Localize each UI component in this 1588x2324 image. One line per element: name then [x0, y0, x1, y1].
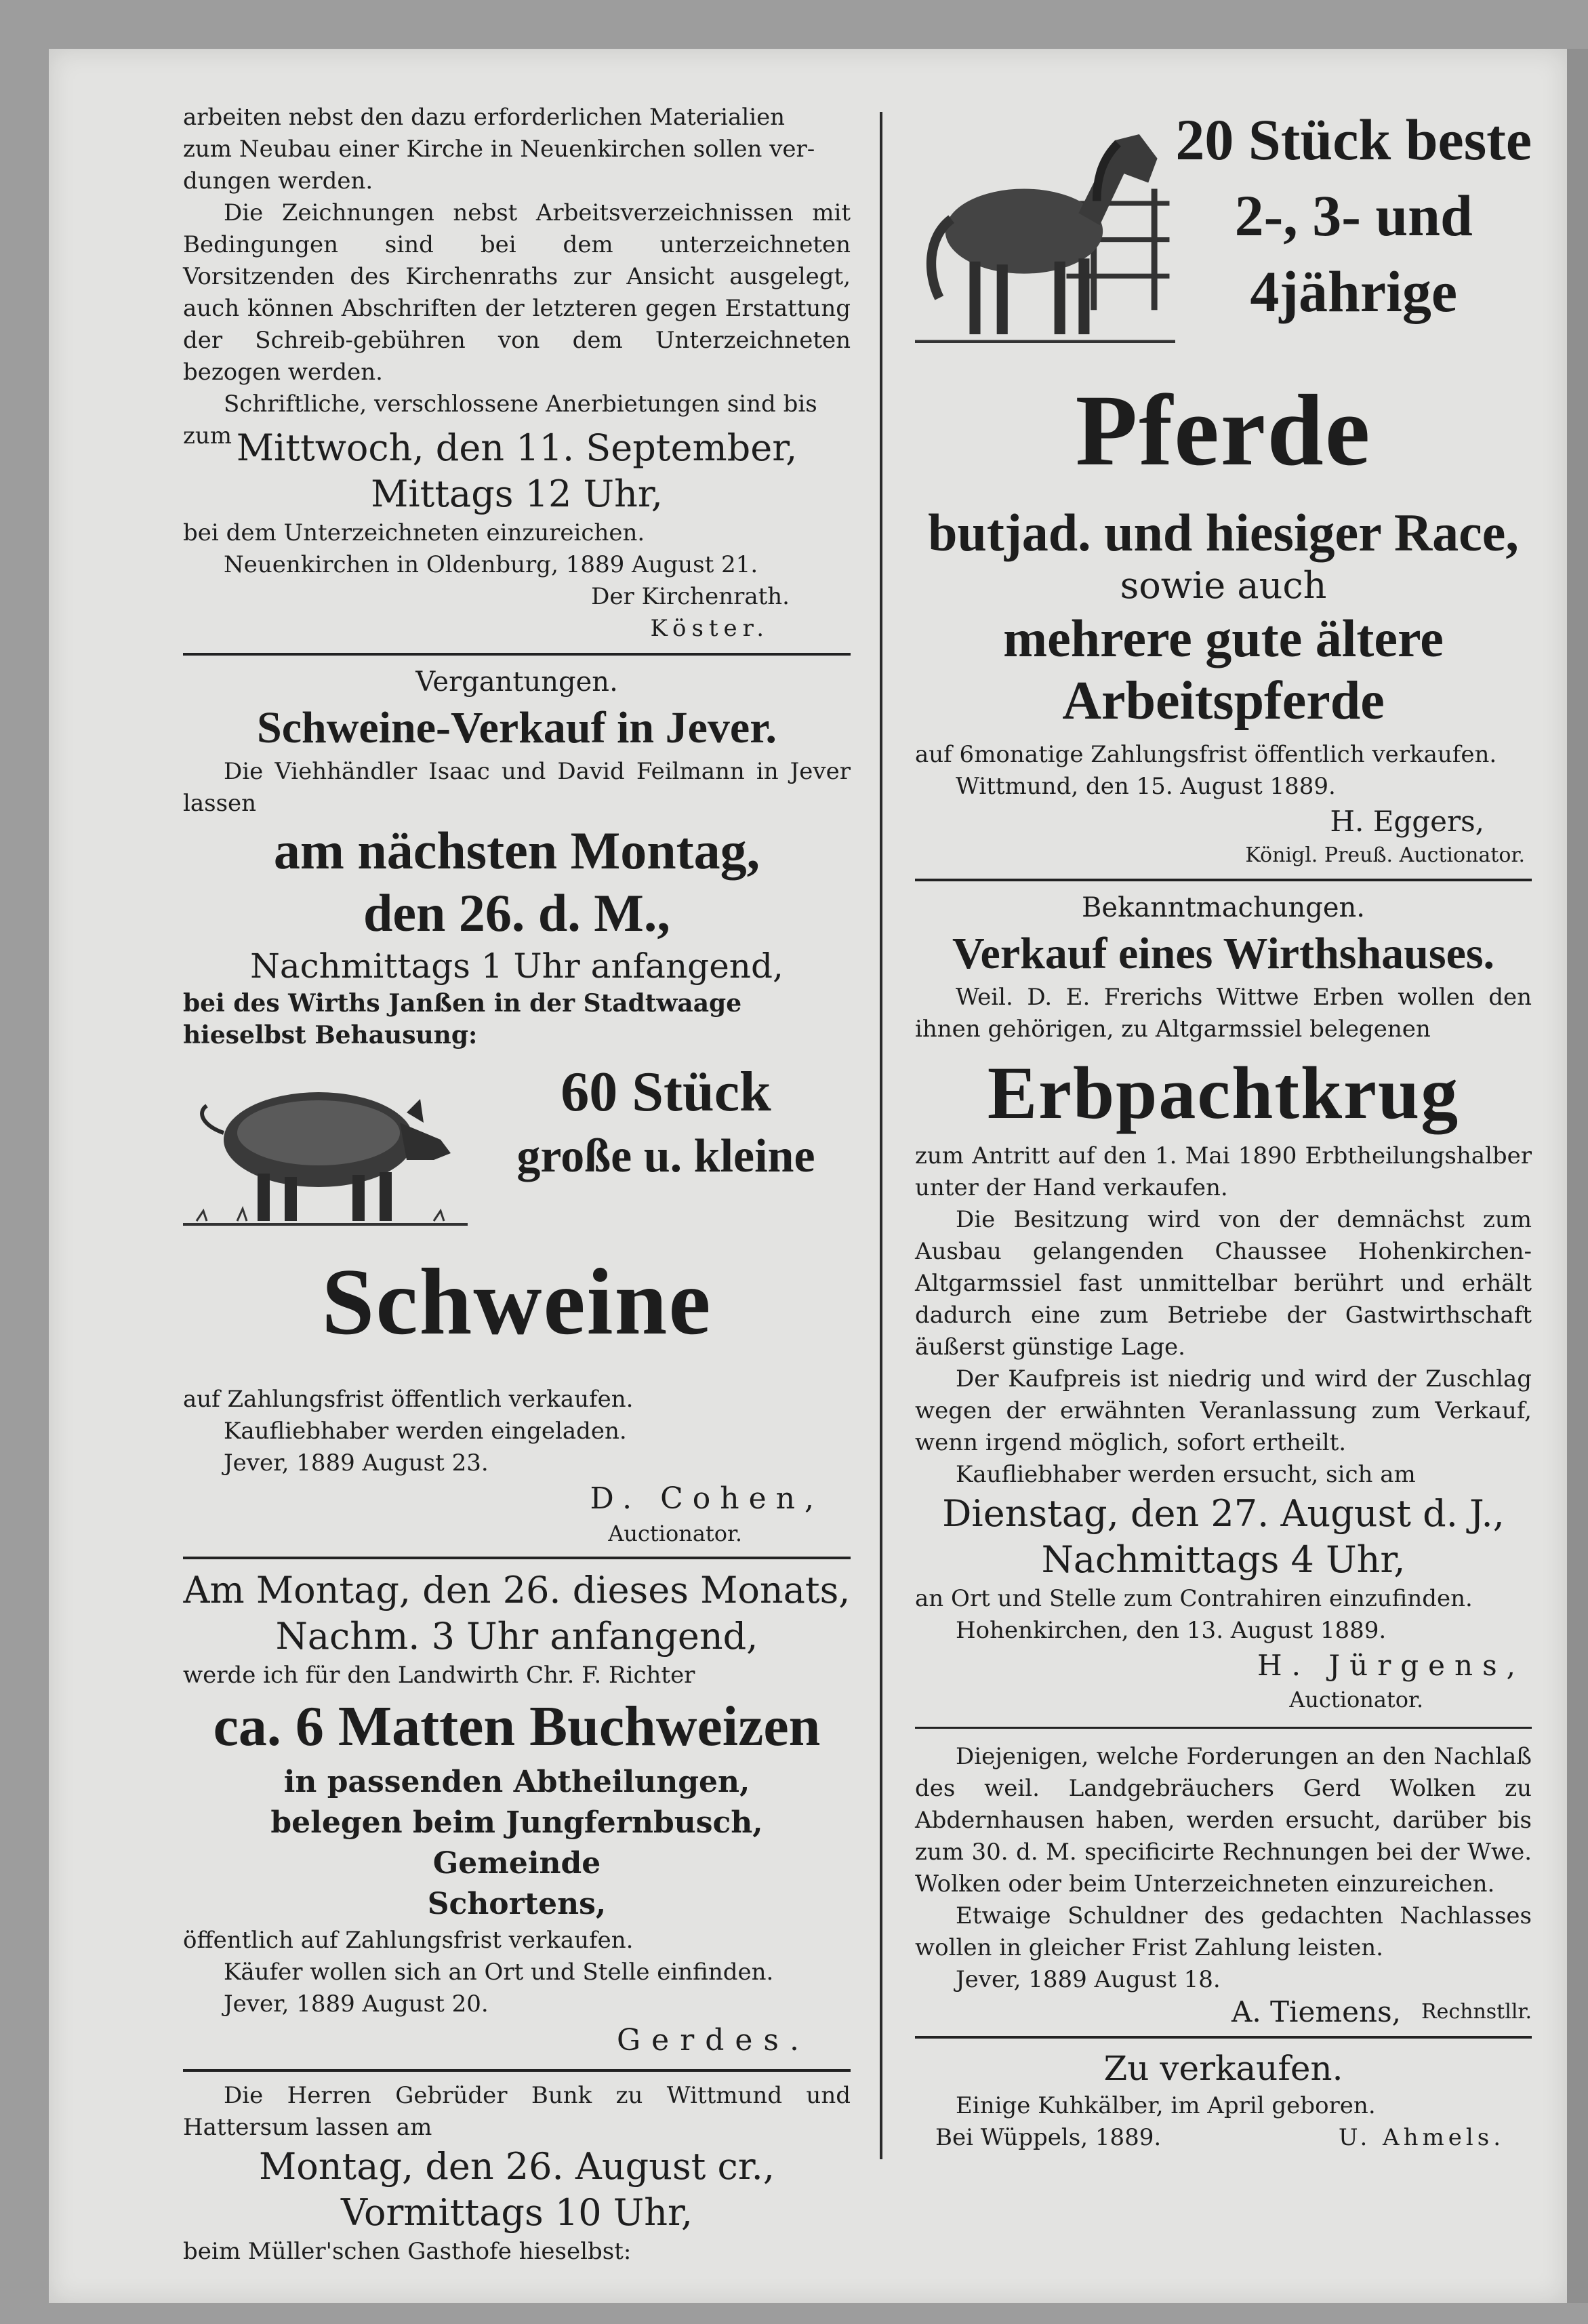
notice-signature: U. Ahmels. — [1338, 2124, 1505, 2151]
divider — [183, 653, 851, 656]
ad-detail: belegen beim Jungfernbusch, Gemeinde — [270, 1805, 763, 1881]
notice-paragraph: zum Antritt auf den 1. Mai 1890 Erbtheilungshalber unter der Hand verkaufen. — [915, 1142, 1532, 1201]
bunk-sale-ad — [183, 2080, 851, 2268]
ad-headline: Schweine-Verkauf in Jever. — [257, 703, 777, 753]
ad-signature: D. Cohen, — [590, 1481, 823, 1516]
pig-illustration — [183, 1058, 468, 1235]
ad-intro: werde ich für den Landwirth Chr. F. Richter — [183, 1662, 695, 1689]
notice-place: Neuenkirchen in Oldenburg, 1889 August 21. — [224, 551, 758, 578]
ad-location: beim Müller'schen Gasthofe hieselbst: — [183, 2238, 632, 2265]
estate-claims-notice — [915, 1741, 1532, 2028]
notice-date: Mittwoch, den 11. September, — [236, 426, 798, 469]
ad-terms: auf Zahlungsfrist öffentlich verkaufen. — [183, 1386, 634, 1413]
notice-role: Auctionator. — [1289, 1687, 1423, 1712]
horse-also: sowie auch — [1120, 564, 1327, 607]
notice-headline: Verkauf eines Wirthshauses. — [952, 929, 1495, 978]
notice-paragraph: Schriftliche, verschlossene Anerbietungen sind bis — [224, 390, 817, 418]
notice-location: an Ort und Stelle zum Contrahiren einzufinden. — [915, 1585, 1473, 1612]
horse-workhorses: Arbeitspferde — [1062, 671, 1385, 731]
ad-time: Nachmittags 1 Uhr anfangend, — [250, 946, 783, 986]
notice-paragraph: Die Zeichnungen nebst Arbeitsverzeichnissen mit Bedingungen sind bei dem unterzeichneten Vorsitzenden des Kirchenraths zur Ansicht ausgelegt, auch können Abschriften der letzteren gegen Erstattung der Schreib-gebühren von dem Unterzeichneten bezogen werden. — [183, 199, 851, 386]
notice-text: Einige Kuhkälber, im April geboren. — [956, 2092, 1376, 2119]
column-divider — [880, 112, 882, 2159]
notice-paragraph: Der Kaufpreis ist niedrig und wird der Zuschlag wegen der erwähnten Veranlassung zum Verkauf, wenn irgend möglich, sofort ertheilt. — [915, 1365, 1532, 1456]
ad-intro: Die Herren Gebrüder Bunk zu Wittmund und Hattersum lassen am — [183, 2082, 851, 2141]
section-title: Vergantungen. — [415, 666, 618, 698]
ad-buyers: Käufer wollen sich an Ort und Stelle einfinden. — [224, 1959, 774, 1986]
right-column — [915, 102, 1532, 2154]
horse-illustration — [915, 102, 1175, 373]
notice-line: dungen werden. — [183, 167, 373, 195]
calves-sale-notice — [915, 2047, 1532, 2154]
notice-paragraph: Diejenigen, welche Forderungen an den Nachlaß des weil. Landgebräuchers Gerd Wolken zu Abdernhausen haben, werden ersucht, darüber bis zum 30. d. M. specificirte Rechnungen bei der Wwe. Wolken oder beim Unterzeichneten einzureichen. — [915, 1743, 1532, 1898]
horse-ages: 2-, 3- und — [1234, 183, 1473, 248]
inn-sale-notice — [915, 926, 1532, 1715]
pig-sale-ad — [183, 700, 851, 1548]
notice-signature: A. Tiemens, — [1231, 1995, 1401, 2028]
notice-signature: H. Jürgens, — [1257, 1649, 1525, 1682]
notice-line: arbeiten nebst den dazu erforderlichen Materialien — [183, 104, 786, 131]
notice-big: Erbpachtkrug — [987, 1051, 1460, 1134]
church-tender-notice — [183, 102, 851, 645]
pig-count: 60 Stück — [561, 1060, 771, 1123]
pig-product: Schweine — [321, 1249, 712, 1355]
ad-invite: Kaufliebhaber werden eingeladen. — [224, 1418, 627, 1445]
notice-date: Jever, 1889 August 18. — [956, 1966, 1221, 1993]
ad-time: Vormittags 10 Uhr, — [340, 2191, 693, 2234]
divider — [183, 2069, 851, 2072]
ad-role: Königl. Preuß. Auctionator. — [1245, 843, 1525, 867]
buckwheat-sale-ad — [183, 1567, 851, 2061]
ad-time: Nachm. 3 Uhr anfangend, — [275, 1615, 758, 1658]
ad-detail: Schortens, — [427, 1887, 607, 1921]
notice-title: Zu verkaufen. — [1103, 2049, 1343, 2088]
notice-line: zum Neubau einer Kirche in Neuenkirchen sollen ver- — [183, 136, 815, 163]
ad-date: Jever, 1889 August 20. — [224, 1990, 489, 2018]
horse-count: 20 Stück beste — [1175, 107, 1532, 172]
notice-place: Bei Wüppels, 1889. — [935, 2124, 1162, 2151]
divider — [915, 2036, 1532, 2039]
page-edge-right — [1567, 49, 1588, 2303]
ad-terms: auf 6monatige Zahlungsfrist öffentlich verkaufen. — [915, 741, 1497, 768]
divider — [915, 1727, 1532, 1729]
ad-role: Auctionator. — [608, 1521, 742, 1546]
ad-big-date: den 26. d. M., — [363, 883, 670, 942]
horse-age-4: 4jährige — [1250, 259, 1458, 324]
horse-race: butjad. und hiesiger Race, — [928, 503, 1519, 562]
ad-big: ca. 6 Matten Buchweizen — [213, 1695, 821, 1758]
ad-location: bei des Wirths Janßen in der Stadtwaage — [183, 989, 742, 1018]
ad-big-day: am nächsten Montag, — [273, 821, 760, 880]
ad-date: Jever, 1889 August 23. — [224, 1449, 489, 1477]
notice-signature: Köster. — [650, 615, 769, 642]
ad-headline: Am Montag, den 26. dieses Monats, — [183, 1569, 851, 1611]
notice-intro: Weil. D. E. Frerichs Wittwe Erben wollen den ihnen gehörigen, zu Altgarmssiel belegenen — [915, 984, 1532, 1043]
notice-paragraph: Kaufliebhaber werden ersucht, sich am — [956, 1461, 1416, 1488]
ad-terms: öffentlich auf Zahlungsfrist verkaufen. — [183, 1927, 634, 1954]
horse-more: mehrere gute ältere — [1003, 609, 1444, 668]
section-title: Bekanntmachungen. — [1082, 892, 1365, 923]
notice-time: Mittags 12 Uhr, — [371, 473, 663, 515]
ad-intro: Die Viehhändler Isaac und David Feilmann in Jever lassen — [183, 758, 851, 817]
notice-date: Dienstag, den 27. August d. J., — [942, 1492, 1505, 1535]
ad-signature: Gerdes. — [617, 2023, 810, 2058]
notice-zum: zum — [183, 422, 232, 449]
notice-time: Nachmittags 4 Uhr, — [1041, 1538, 1406, 1581]
notice-paragraph: Die Besitzung wird von der demnächst zum Ausbau gelangenden Chaussee Hohenkirchen-Altgarmssiel fast unmittelbar berührt und erhält dadurch eine zum Betriebe der Gastwirthschaft äußerst günstige Lage. — [915, 1206, 1532, 1361]
ad-date: Wittmund, den 15. August 1889. — [956, 773, 1336, 800]
divider — [183, 1557, 851, 1559]
left-column — [183, 102, 851, 2268]
notice-place: Hohenkirchen, den 13. August 1889. — [956, 1617, 1387, 1644]
notice-submit: bei dem Unterzeichneten einzureichen. — [183, 519, 645, 546]
pig-sizes: große u. kleine — [516, 1130, 815, 1182]
horse-sale-ad — [915, 102, 1532, 870]
notice-paragraph: Etwaige Schuldner des gedachten Nachlasses wollen in gleicher Frist Zahlung leisten. — [915, 1902, 1532, 1961]
notice-role: Rechnstllr. — [1421, 2000, 1532, 2024]
ad-signature: H. Eggers, — [1330, 805, 1484, 838]
ad-detail: in passenden Abtheilungen, — [283, 1765, 750, 1799]
horse-product: Pferde — [1075, 374, 1372, 487]
ad-location: hieselbst Behausung: — [183, 1021, 478, 1049]
ad-date: Montag, den 26. August cr., — [258, 2145, 775, 2188]
notice-org: Der Kirchenrath. — [591, 583, 790, 610]
divider — [915, 879, 1532, 881]
